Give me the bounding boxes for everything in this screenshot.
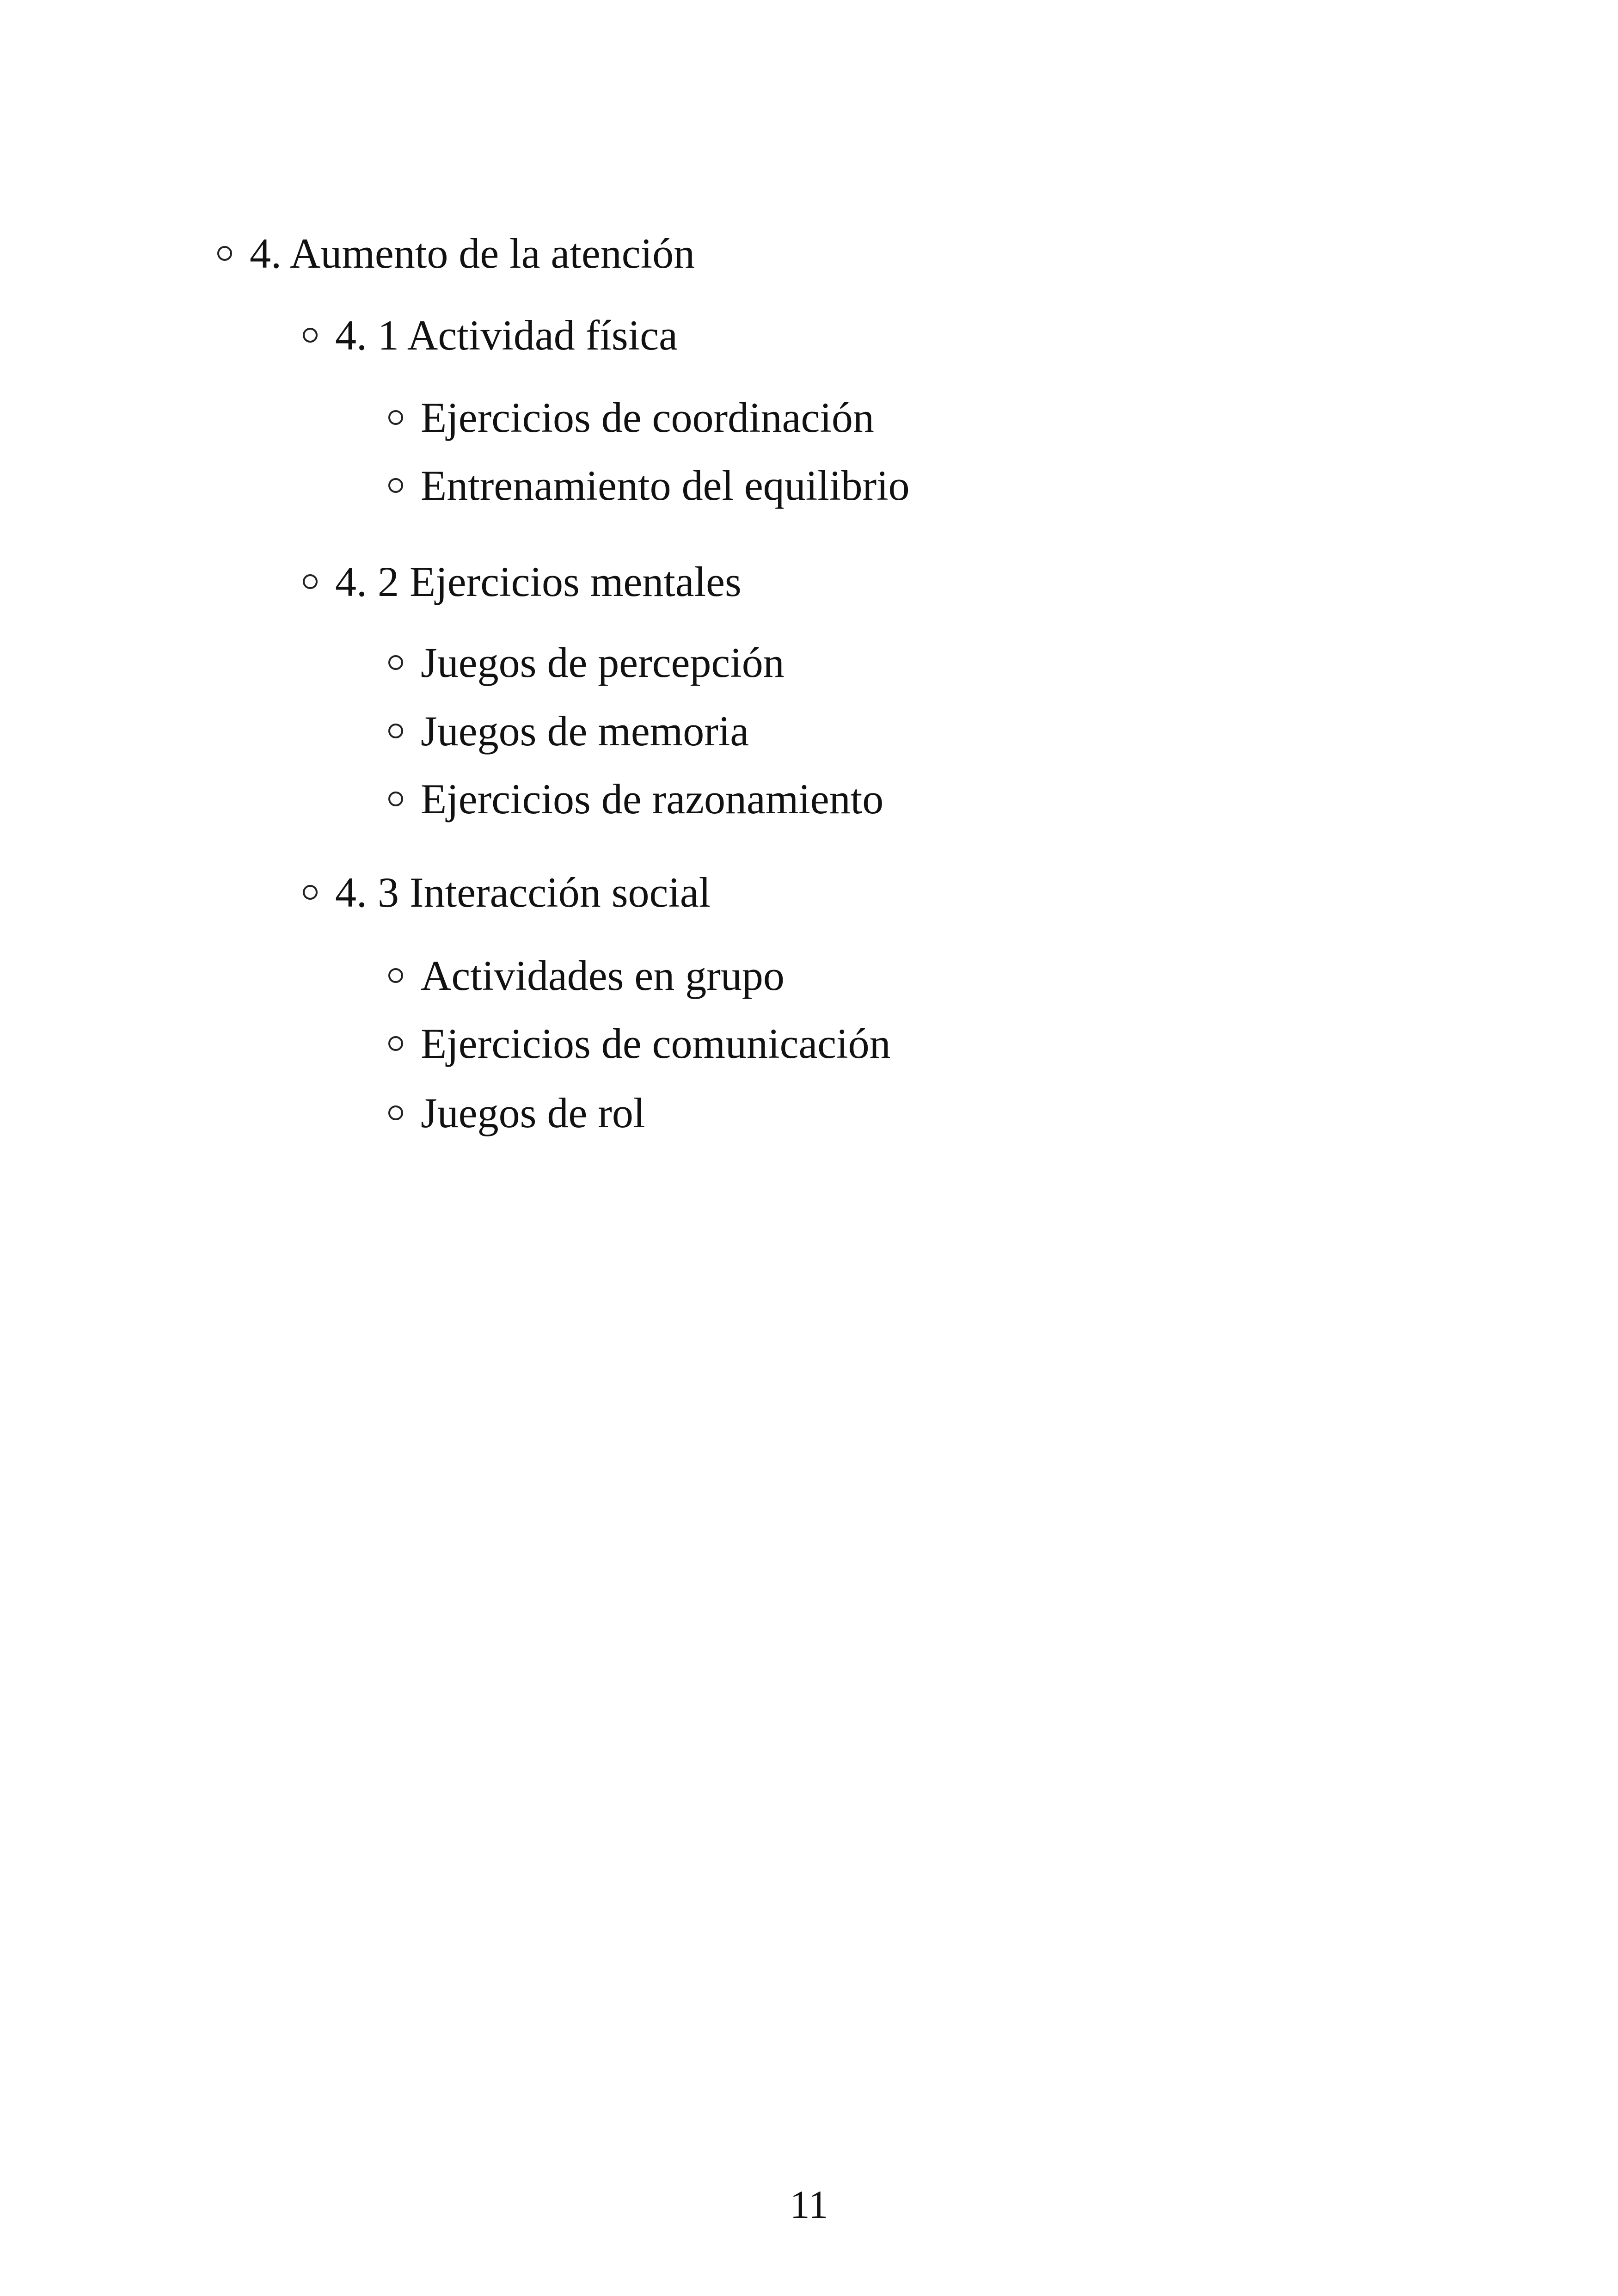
list-item-text: Ejercicios de razonamiento: [421, 775, 884, 823]
outline-heading-text: 4. Aumento de la atención: [250, 230, 695, 277]
list-item: [388, 1011, 891, 1076]
hollow-circle-bullet-icon: [388, 478, 403, 493]
hollow-circle-bullet-icon: [303, 574, 318, 589]
page-number: 11: [790, 2182, 828, 2227]
hollow-circle-bullet-icon: [388, 410, 403, 425]
hollow-circle-bullet-icon: [303, 328, 318, 343]
list-item: [388, 767, 883, 831]
hollow-circle-bullet-icon: [388, 968, 403, 983]
hollow-circle-bullet-icon: [388, 655, 403, 670]
list-item-text: Juegos de rol: [421, 1089, 645, 1136]
list-item: [388, 1080, 645, 1145]
section-heading: [303, 860, 711, 925]
outline-heading: [217, 221, 695, 286]
list-item-text: Ejercicios de comunicación: [421, 1020, 891, 1067]
section-heading-text: 4. 2 Ejercicios mentales: [335, 558, 742, 605]
list-item-text: Ejercicios de coordinación: [421, 394, 874, 441]
list-item-text: Actividades en grupo: [421, 952, 784, 999]
hollow-circle-bullet-icon: [388, 724, 403, 738]
section-heading-text: 4. 3 Interacción social: [335, 869, 711, 916]
hollow-circle-bullet-icon: [388, 1036, 403, 1051]
section-heading: [303, 549, 742, 614]
list-item-text: Juegos de memoria: [421, 707, 749, 755]
list-item: [388, 943, 784, 1008]
list-item-text: Entrenamiento del equilibrio: [421, 462, 910, 509]
hollow-circle-bullet-icon: [388, 1105, 403, 1120]
hollow-circle-bullet-icon: [303, 885, 318, 900]
hollow-circle-bullet-icon: [388, 792, 403, 806]
list-item: [388, 385, 874, 450]
list-item: [388, 630, 784, 695]
list-item: [388, 453, 910, 518]
hollow-circle-bullet-icon: [217, 246, 232, 261]
list-item-text: Juegos de percepción: [421, 639, 784, 686]
list-item: [388, 699, 749, 763]
section-heading-text: 4. 1 Actividad física: [335, 312, 678, 359]
section-heading: [303, 303, 678, 368]
